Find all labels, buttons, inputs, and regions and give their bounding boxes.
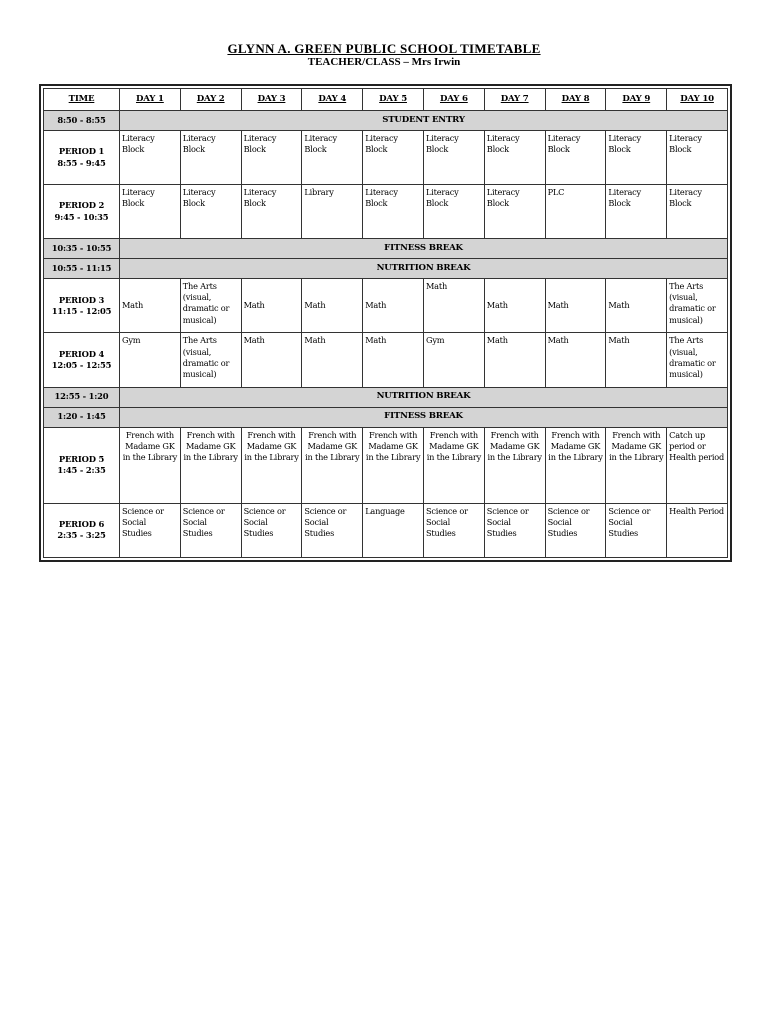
header-day-2: DAY 2 [180,89,241,111]
cell-p5-d3: French with Madame GK in the Library [241,427,302,503]
period-name: PERIOD 4 [58,348,105,359]
period-time: 2:35 - 3:25 [57,530,106,541]
cell-p2-d4: Library [302,185,363,239]
cell-p5-d5: French with Madame GK in the Library [363,427,424,503]
band-nutrition-break-2: NUTRITION BREAK [120,387,728,407]
cell-p4-d10: The Arts (visual, dramatic or musical) [667,333,728,387]
time-period-6 [44,503,120,557]
cell-p4-d7: Math [484,333,545,387]
cell-p5-d7: French with Madame GK in the Library [484,427,545,503]
time-nutrition-break-2: 12:55 - 1:20 [44,387,120,407]
timetable-frame [39,84,732,562]
period-time: 11:15 - 12:05 [51,305,112,316]
page-subtitle: TEACHER/CLASS – Mrs Irwin [307,56,461,68]
cell-p2-d1: Literacy Block [120,185,181,239]
cell-p5-d4: French with Madame GK in the Library [302,427,363,503]
cell-p6-d9: Science or Social Studies [606,503,667,557]
period-name: PERIOD 1 [58,146,105,157]
row-period-5 [44,427,728,503]
period-time: 12:05 - 12:55 [51,360,112,371]
row-period-1 [44,131,728,185]
band-fitness-break-1: FITNESS BREAK [120,239,728,259]
time-student-entry: 8:50 - 8:55 [44,111,120,131]
cell-p5-d8: French with Madame GK in the Library [545,427,606,503]
cell-p3-d9: Math [606,279,667,333]
cell-p2-d3: Literacy Block [241,185,302,239]
cell-p3-d3: Math [241,279,302,333]
cell-p3-d2: The Arts (visual, dramatic or musical) [180,279,241,333]
cell-p6-d7: Science or Social Studies [484,503,545,557]
cell-p3-d8: Math [545,279,606,333]
cell-p2-d9: Literacy Block [606,185,667,239]
cell-p3-d10: The Arts (visual, dramatic or musical) [667,279,728,333]
header-day-5: DAY 5 [363,89,424,111]
cell-p4-d8: Math [545,333,606,387]
cell-p2-d8: PLC [545,185,606,239]
row-period-6 [44,503,728,557]
cell-p1-d3: Literacy Block [241,131,302,185]
row-nutrition-break-2 [44,387,728,407]
row-fitness-break-2 [44,407,728,427]
cell-p3-d4: Math [302,279,363,333]
cell-p6-d3: Science or Social Studies [241,503,302,557]
cell-p3-d1: Math [120,279,181,333]
cell-p6-d8: Science or Social Studies [545,503,606,557]
time-fitness-break-2: 1:20 - 1:45 [44,407,120,427]
header-day-1: DAY 1 [120,89,181,111]
period-time: 1:45 - 2:35 [57,465,106,476]
cell-p4-d4: Math [302,333,363,387]
period-name: PERIOD 6 [58,519,105,530]
period-name: PERIOD 3 [58,294,105,305]
cell-p4-d5: Math [363,333,424,387]
cell-p5-d9: French with Madame GK in the Library [606,427,667,503]
band-student-entry: STUDENT ENTRY [120,111,728,131]
time-period-4 [44,333,120,387]
header-day-10: DAY 10 [667,89,728,111]
cell-p1-d5: Literacy Block [363,131,424,185]
cell-p3-d6: Math [423,279,484,333]
cell-p4-d9: Math [606,333,667,387]
time-nutrition-break-1: 10:55 - 11:15 [44,259,120,279]
cell-p5-d10: Catch up period or Health period [667,427,728,503]
cell-p2-d10: Literacy Block [667,185,728,239]
cell-p4-d2: The Arts (visual, dramatic or musical) [180,333,241,387]
cell-p5-d2: French with Madame GK in the Library [180,427,241,503]
row-student-entry [44,111,728,131]
timetable [43,88,728,558]
cell-p1-d9: Literacy Block [606,131,667,185]
cell-p4-d6: Gym [423,333,484,387]
header-row [44,89,728,111]
cell-p3-d7: Math [484,279,545,333]
header-day-6: DAY 6 [423,89,484,111]
page-title: GLYNN A. GREEN PUBLIC SCHOOL TIMETABLE [227,41,541,56]
cell-p1-d8: Literacy Block [545,131,606,185]
cell-p6-d4: Science or Social Studies [302,503,363,557]
cell-p4-d3: Math [241,333,302,387]
cell-p6-d1: Science or Social Studies [120,503,181,557]
cell-p2-d6: Literacy Block [423,185,484,239]
cell-p2-d5: Literacy Block [363,185,424,239]
row-period-3 [44,279,728,333]
row-period-4 [44,333,728,387]
cell-p5-d6: French with Madame GK in the Library [423,427,484,503]
cell-p6-d10: Health Period [667,503,728,557]
cell-p2-d2: Literacy Block [180,185,241,239]
cell-p1-d1: Literacy Block [120,131,181,185]
time-period-3 [44,279,120,333]
band-fitness-break-2: FITNESS BREAK [120,407,728,427]
row-fitness-break-1 [44,239,728,259]
period-time: 9:45 - 10:35 [54,211,109,222]
header-day-3: DAY 3 [241,89,302,111]
time-period-2 [44,185,120,239]
header-time: TIME [44,89,120,111]
row-period-2 [44,185,728,239]
time-fitness-break-1: 10:35 - 10:55 [44,239,120,259]
cell-p1-d4: Literacy Block [302,131,363,185]
cell-p4-d1: Gym [120,333,181,387]
cell-p6-d2: Science or Social Studies [180,503,241,557]
cell-p1-d6: Literacy Block [423,131,484,185]
cell-p1-d7: Literacy Block [484,131,545,185]
band-nutrition-break-1: NUTRITION BREAK [120,259,728,279]
cell-p6-d5: Language [363,503,424,557]
cell-p5-d1: French with Madame GK in the Library [120,427,181,503]
header-day-4: DAY 4 [302,89,363,111]
cell-p3-d5: Math [363,279,424,333]
time-period-5 [44,427,120,503]
cell-p2-d7: Literacy Block [484,185,545,239]
header-day-8: DAY 8 [545,89,606,111]
time-period-1 [44,131,120,185]
period-name: PERIOD 5 [58,453,105,464]
period-name: PERIOD 2 [58,200,105,211]
cell-p1-d2: Literacy Block [180,131,241,185]
header-day-9: DAY 9 [606,89,667,111]
row-nutrition-break-1 [44,259,728,279]
header-day-7: DAY 7 [484,89,545,111]
period-time: 8:55 - 9:45 [57,157,106,168]
cell-p1-d10: Literacy Block [667,131,728,185]
cell-p6-d6: Science or Social Studies [423,503,484,557]
